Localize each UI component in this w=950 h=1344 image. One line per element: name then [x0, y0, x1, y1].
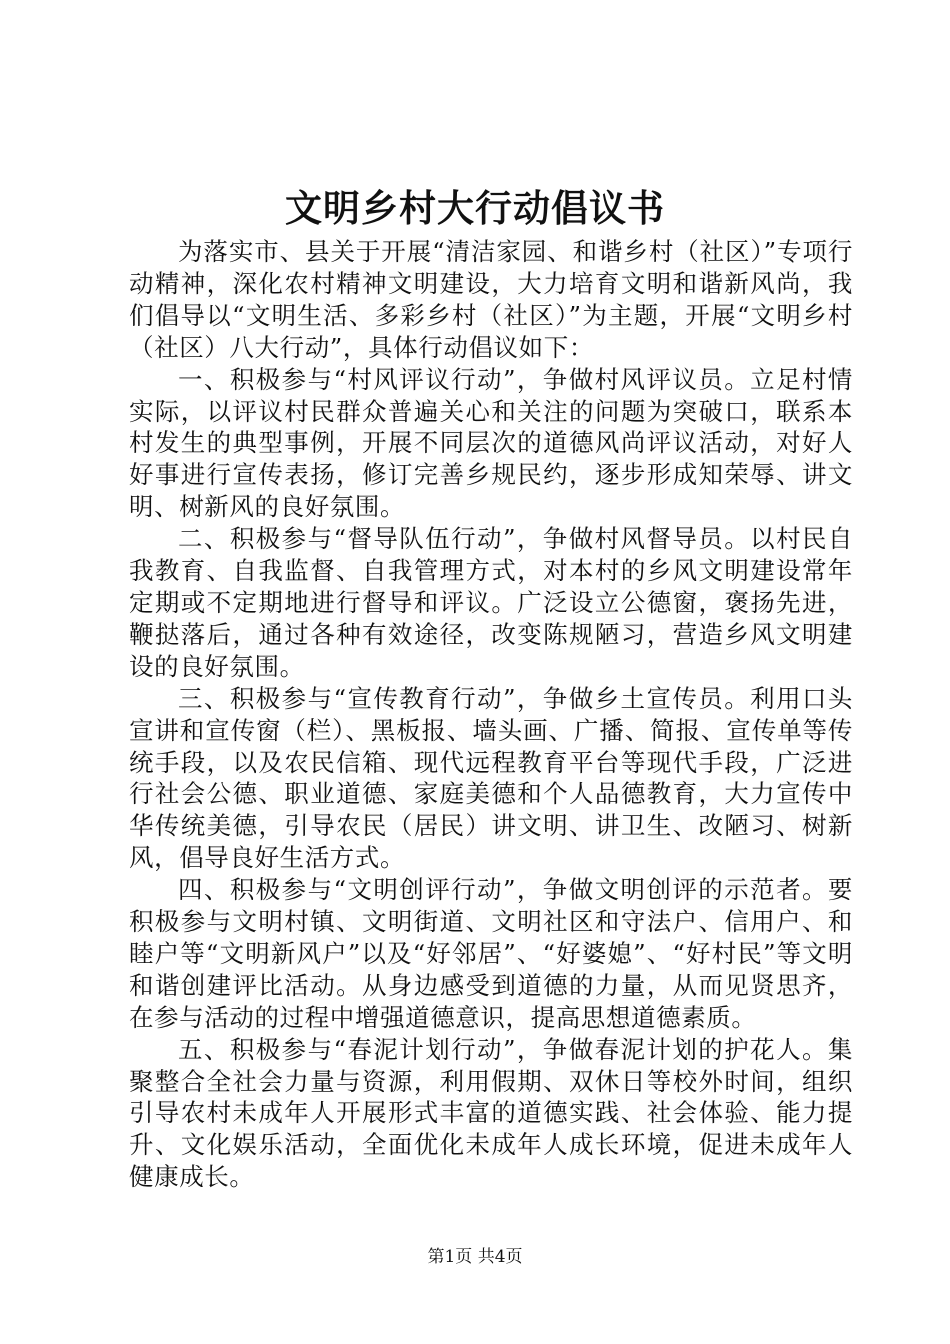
- paragraph-item-2: 二、积极参与“督导队伍行动”，争做村风督导员。以村民自我教育、自我监督、自我管理方式，对本村的乡风文明建设常年定期或不定期地进行督导和评议。广泛设立公德窗，褒扬先进，鞭挞落后，通过各种有效途径，改变陈规陋习，营造乡风文明建设的良好氛围。: [129, 524, 853, 681]
- document-title: 文明乡村大行动倡议书: [285, 186, 665, 230]
- paragraph-intro: 为落实市、县关于开展“清洁家园、和谐乡村（社区）”专项行动精神，深化农村精神文明建设，大力培育文明和谐新风尚，我们倡导以“文明生活、多彩乡村（社区）”为主题，开展“文明乡村（社区）八大行动”，具体行动倡议如下：: [129, 237, 853, 362]
- paragraph-item-4: 四、积极参与“文明创评行动”，争做文明创评的示范者。要积极参与文明村镇、文明街道、文明社区和守法户、信用户、和睦户等“文明新风户”以及“好邻居”、“好婆媳”、“好村民”等文明和谐创建评比活动。从身边感受到道德的力量，从而见贤思齐，在参与活动的过程中增强道德意识，提高思想道德素质。: [129, 875, 853, 1032]
- paragraph-item-1: 一、积极参与“村风评议行动”，争做村风评议员。立足村情实际，以评议村民群众普遍关心和关注的问题为突破口，联系本村发生的典型事例，开展不同层次的道德风尚评议活动，对好人好事进行宣传表扬，修订完善乡规民约，逐步形成知荣辱、讲文明、树新风的良好氛围。: [129, 364, 853, 522]
- document-body: [129, 236, 853, 1193]
- page-footer: 第1页 共4页: [427, 1247, 523, 1267]
- paragraph-item-3: 三、积极参与“宣传教育行动”，争做乡土宣传员。利用口头宣讲和宣传窗（栏）、黑板报、墙头画、广播、简报、宣传单等传统手段，以及农民信箱、现代远程教育平台等现代手段，广泛进行社会公德、职业道德、家庭美德和个人品德教育，大力宣传中华传统美德，引导农民（居民）讲文明、讲卫生、改陋习、树新风，倡导良好生活方式。: [129, 683, 853, 873]
- paragraph-item-5: 五、积极参与“春泥计划行动”，争做春泥计划的护花人。集聚整合全社会力量与资源，利用假期、双休日等校外时间，组织引导农村未成年人开展形式丰富的道德实践、社会体验、能力提升、文化娱乐活动，全面优化未成年人成长环境，促进未成年人健康成长。: [129, 1034, 853, 1192]
